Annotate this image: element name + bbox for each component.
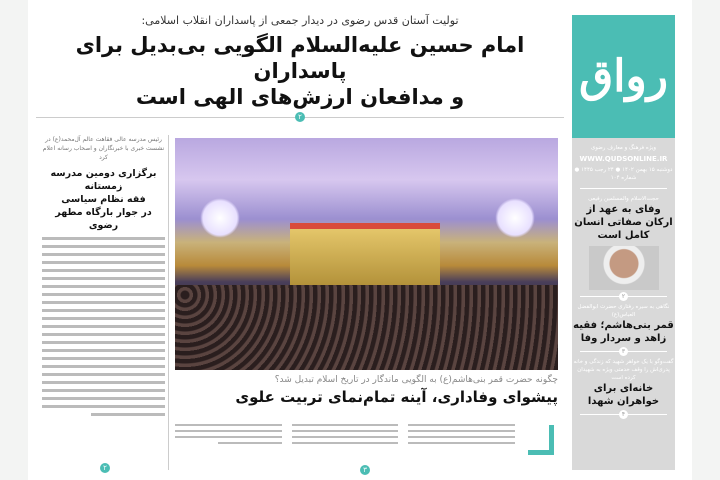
divider xyxy=(580,411,667,418)
dateline: دوشنبه ۱۵ بهمن ۱۴۰۲ ● ۲۴ رجب ۱۴۴۵ ● شماره ۱۰۴ xyxy=(574,167,673,181)
photo-story-body xyxy=(175,420,515,456)
headline-line: در جوار بارگاه مطهر رضوی xyxy=(55,207,152,231)
sidebar xyxy=(572,15,675,470)
shrine-photo xyxy=(175,138,558,370)
page-badge: ۳ xyxy=(360,465,370,475)
body-text xyxy=(42,237,165,416)
website-url[interactable]: WWW.QUDSONLINE.IR xyxy=(579,155,668,163)
column-divider xyxy=(168,135,169,470)
headline-line: برگزاری دومین مدرسه زمستانه xyxy=(50,168,157,192)
left-story-headline xyxy=(42,167,165,232)
divider xyxy=(580,348,667,355)
page-badge: ۲ xyxy=(100,463,110,473)
left-story[interactable] xyxy=(42,135,165,460)
crowd xyxy=(175,285,558,370)
divider xyxy=(36,113,564,121)
divider xyxy=(580,188,667,189)
top-story-kicker: تولیت آستان قدس رضوی در دیدار جمعی از پاسداران انقلاب اسلامی: xyxy=(141,14,459,27)
story3-headline[interactable]: خانه‌ای برای خواهران شهدا xyxy=(587,383,660,407)
story3-lead: گفت‌وگو با یک خواهر شهید که زندگی و خانه پدری‌اش را وقف خدمتی ویژه به شهیدان کرده است xyxy=(573,359,674,381)
headline-line-2: و مدافعان ارزش‌های الهی است xyxy=(135,85,465,109)
accent-bracket xyxy=(528,425,554,455)
story1-lead: حجت‌الاسلام والمسلمین رفیعی xyxy=(588,196,659,202)
headline-line-1: امام حسین علیه‌السلام الگویی بی‌بدیل برای پاسداران xyxy=(75,33,525,83)
story1-headline[interactable]: وفای به عهد از ارکان صفاتی انسان کامل است xyxy=(574,204,673,241)
ravagh-logo: رواق xyxy=(572,15,675,138)
left-story-lead: رئیس مدرسه عالی فقاهت عالم آل‌محمد(ع) در نشست خبری با خبرنگاران و اصحاب رسانه اعلام کرد xyxy=(42,136,165,161)
page-badge: ۳ xyxy=(619,347,628,356)
top-story xyxy=(36,14,564,121)
top-story-headline[interactable] xyxy=(36,32,564,110)
photo-story-headline[interactable]: پیشوای وفاداری، آینه تمام‌نمای تربیت علوی xyxy=(235,388,558,406)
chandelier xyxy=(495,198,535,238)
story2-lead: نگاهی به سیره رفتاری حضرت ابوالفضل العباس(ع) xyxy=(577,304,670,318)
photo-story-heading xyxy=(175,374,558,407)
page-badge: ۴ xyxy=(619,410,628,419)
cleric-portrait xyxy=(589,246,659,290)
chandelier xyxy=(200,198,240,238)
page-badge: ۲ xyxy=(295,112,305,122)
page-badge: ۲ xyxy=(619,292,628,301)
photo-story-subtitle: چگونه حضرت قمر بنی‌هاشم(ع) به الگویی ماندگار در تاریخ اسلام تبدیل شد؟ xyxy=(274,375,558,385)
headline-line: فقه نظام سیاسی xyxy=(61,194,146,205)
divider xyxy=(580,293,667,300)
story2-headline[interactable]: قمر بنی‌هاشم؛ فقیه زاهد و سردار وفا xyxy=(573,320,674,344)
supplement-label: ویژه فرهنگ و معارف رضوی xyxy=(590,145,656,151)
